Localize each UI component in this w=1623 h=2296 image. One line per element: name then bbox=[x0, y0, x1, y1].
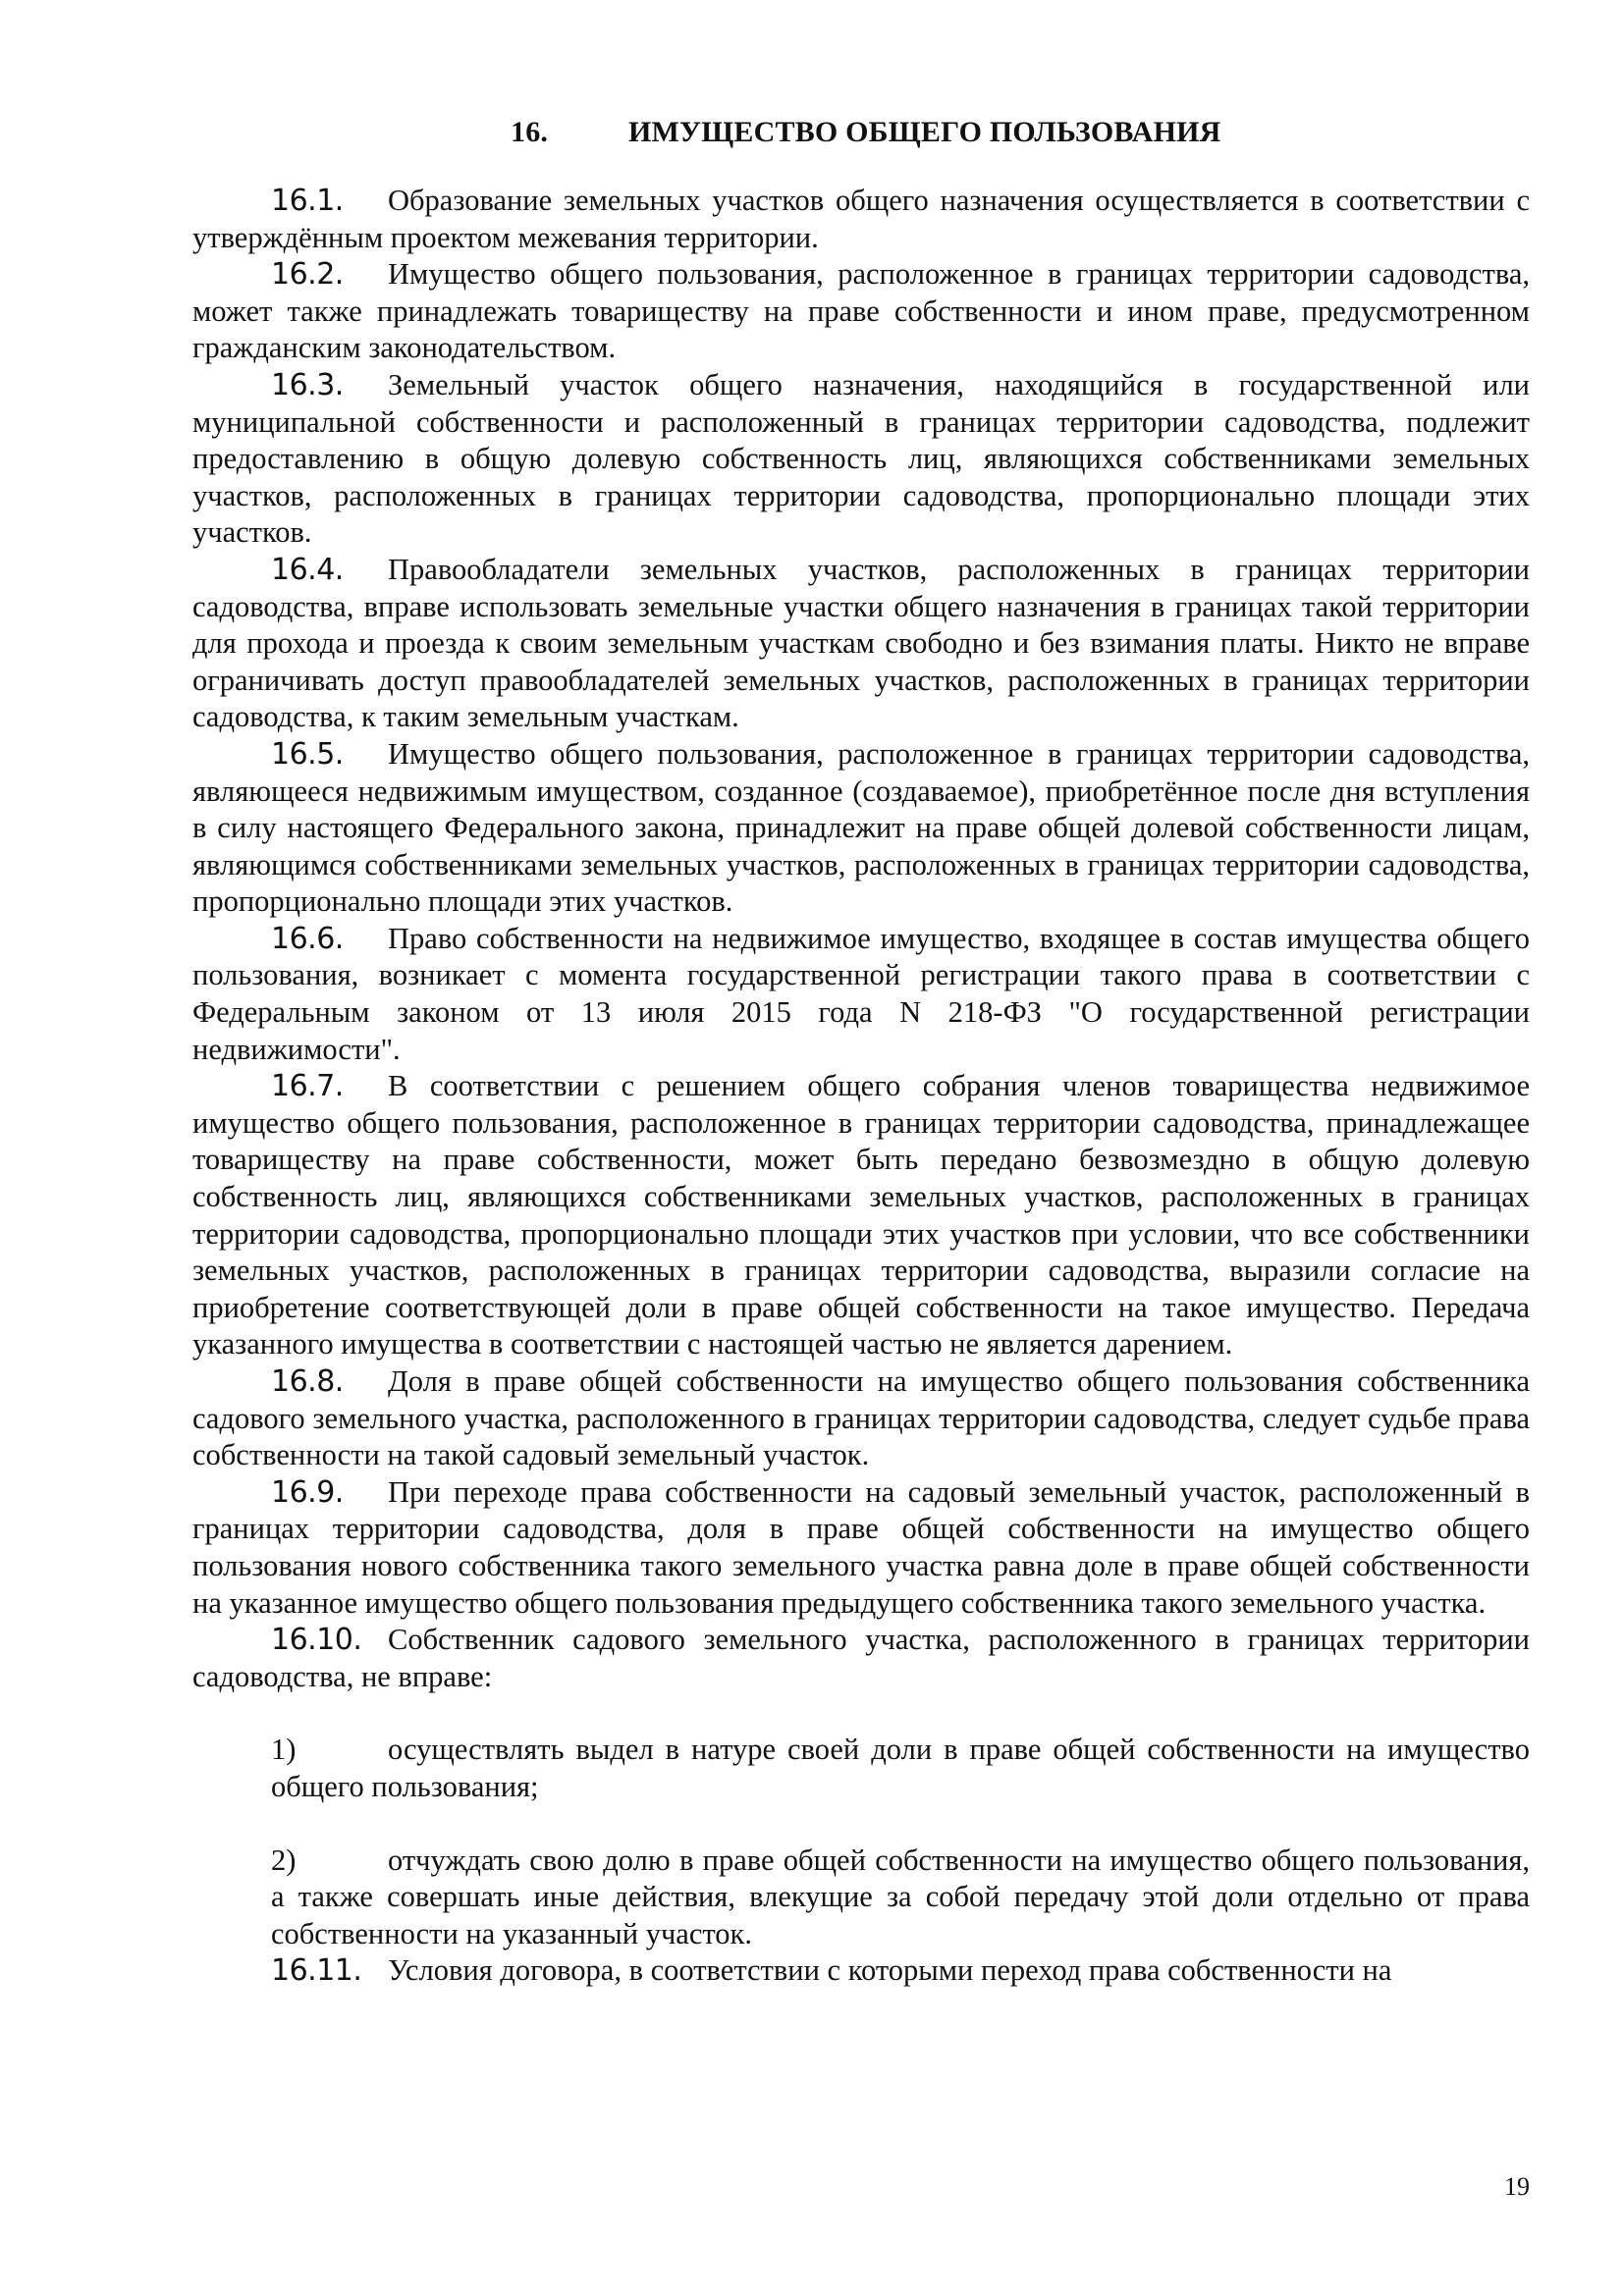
paragraph-text: Правообладатели земельных участков, расположенных в границах территории садоводства, вправе использовать земельные участки общего назначения в границах такой территории для прохода и проезда к своим земельным участкам свободно и без взимания платы. Никто не вправе ограничивать доступ правообладателей земельных участков, расположенных в границах территории садоводства, к таким земельным участкам. bbox=[192, 552, 1530, 734]
paragraph-number: 16.4. bbox=[271, 552, 344, 587]
paragraph-text: Право собственности на недвижимое имущество, входящее в состав имущества общего пользования, возникает с момента государственной регистрации такого права в соответствии с Федеральным законом от 13 июля 2015 года N 218-ФЗ "О государственной регистрации недвижимости". bbox=[192, 921, 1530, 1066]
paragraph-number: 16.8. bbox=[271, 1364, 344, 1399]
paragraph-text: Собственник садового земельного участка, расположенного в границах территории садоводства, не вправе: bbox=[192, 1623, 1530, 1693]
paragraph-16-1 bbox=[192, 183, 1530, 256]
paragraph-number: 16.7. bbox=[271, 1069, 344, 1104]
list-item-text: отчуждать свою долю в праве общей собственности на имущество общего пользования, а также совершать иные действия, влекущие за собой передачу этой доли отдельно от права собственности на указанный участок. bbox=[271, 1842, 1530, 1950]
paragraph-16-11 bbox=[192, 1952, 1530, 1990]
section-title: ИМУЩЕСТВО ОБЩЕГО ПОЛЬЗОВАНИЯ bbox=[628, 116, 1221, 148]
paragraph-text: Имущество общего пользования, расположенное в границах территории садоводства, может также принадлежать товариществу на праве собственности и ином праве, предусмотренном гражданским законодательством. bbox=[192, 257, 1530, 365]
spacer bbox=[192, 1695, 1530, 1732]
paragraph-text: В соответствии с решением общего собрания членов товарищества недвижимое имущество общего пользования, расположенное в границах территории садоводства, принадлежащее товариществу на праве собственности, может быть передано безвозмездно в общую долевую собственность лиц, являющихся собственниками земельных участков, расположенных в границах территории садоводства, пропорционально площади этих участков при условии, что все собственники земельных участков, расположенных в границах территории садоводства, выразили согласие на приобретение соответствующей доли в праве общей собственности на такое имущество. Передача указанного имущества в соответствии с настоящей частью не является дарением. bbox=[192, 1069, 1530, 1362]
list-item-number: 2) bbox=[271, 1842, 297, 1877]
paragraph-16-5 bbox=[192, 736, 1530, 921]
paragraph-number: 16.3. bbox=[271, 367, 344, 402]
paragraph-number: 16.6. bbox=[271, 921, 344, 956]
paragraph-text: Имущество общего пользования, расположенное в границах территории садоводства, являющееся недвижимым имуществом, созданное (создаваемое), приобретённое после дня вступления в силу настоящего Федерального закона, принадлежит на праве общей долевой собственности лицам, являющимся собственниками земельных участков, расположенных в границах территории садоводства, пропорционально площади этих участков. bbox=[192, 736, 1530, 919]
paragraph-text: При переходе права собственности на садовый земельный участок, расположенный в границах территории садоводства, доля в праве общей собственности на имущество общего пользования нового собственника такого земельного участка равна доле в праве общей собственности на указанное имущество общего пользования предыдущего собственника такого земельного участка. bbox=[192, 1474, 1530, 1620]
list-item-text: осуществлять выдел в натуре своей доли в праве общей собственности на имущество общего пользования; bbox=[271, 1733, 1530, 1803]
paragraph-number: 16.10. bbox=[271, 1623, 362, 1658]
list-item-2 bbox=[271, 1842, 1530, 1953]
paragraph-16-4 bbox=[192, 552, 1530, 736]
paragraph-number: 16.9. bbox=[271, 1474, 344, 1510]
spacer bbox=[192, 1806, 1530, 1842]
paragraph-16-8 bbox=[192, 1363, 1530, 1474]
paragraph-16-7 bbox=[192, 1068, 1530, 1363]
document-body bbox=[192, 183, 1530, 1990]
paragraph-number: 16.5. bbox=[271, 736, 344, 772]
paragraph-text: Условия договора, в соответствии с которыми переход права собственности на bbox=[388, 1953, 1392, 1988]
section-heading bbox=[511, 116, 1221, 149]
paragraph-number: 16.11. bbox=[271, 1953, 362, 1989]
paragraph-16-9 bbox=[192, 1474, 1530, 1622]
paragraph-16-2 bbox=[192, 256, 1530, 367]
paragraph-16-10 bbox=[192, 1622, 1530, 1695]
paragraph-16-3 bbox=[192, 367, 1530, 552]
paragraph-16-6 bbox=[192, 921, 1530, 1068]
list-item-number: 1) bbox=[271, 1733, 297, 1767]
page-number: 19 bbox=[1504, 2172, 1530, 2201]
paragraph-text: Доля в праве общей собственности на имущество общего пользования собственника садового земельного участка, расположенного в границах территории садоводства, следует судьбе права собственности на такой садовый земельный участок. bbox=[192, 1364, 1530, 1472]
paragraph-text: Земельный участок общего назначения, находящийся в государственной или муниципальной собственности и расположенный в границах территории садоводства, подлежит предоставлению в общую долевую собственность лиц, являющихся собственниками земельных участков, расположенных в границах территории садоводства, пропорционально площади этих участков. bbox=[192, 367, 1530, 550]
section-number: 16. bbox=[511, 116, 549, 148]
paragraph-text: Образование земельных участков общего назначения осуществляется в соответствии с утверждённым проектом межевания территории. bbox=[192, 184, 1530, 254]
paragraph-number: 16.1. bbox=[271, 184, 344, 218]
paragraph-number: 16.2. bbox=[271, 257, 344, 293]
list-item-1 bbox=[271, 1732, 1530, 1805]
